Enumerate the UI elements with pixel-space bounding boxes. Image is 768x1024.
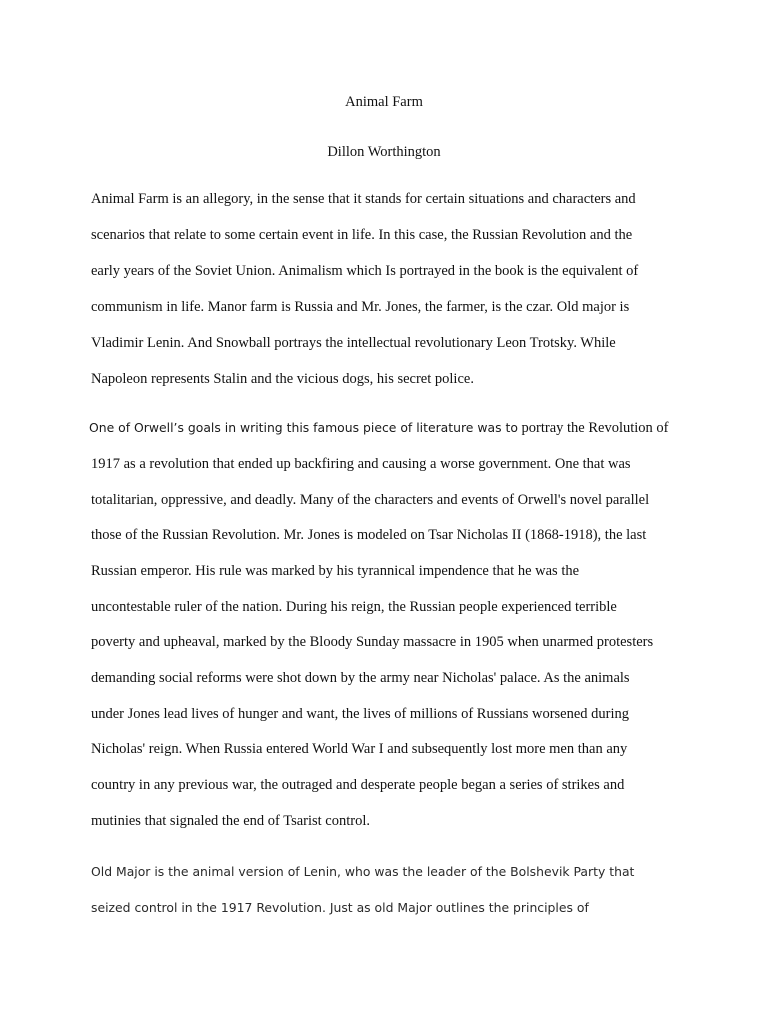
text-line: uncontestable ruler of the nation. During his reign, the Russian people experienced terrible — [91, 599, 617, 615]
text-line: communism in life. Manor farm is Russia and Mr. Jones, the farmer, is the czar. Old major is — [91, 299, 630, 315]
text-line: those of the Russian Revolution. Mr. Jones is modeled on Tsar Nicholas II (1868-1918), the last — [91, 527, 647, 543]
text-line: Napoleon represents Stalin and the vicious dogs, his secret police. — [91, 371, 474, 387]
text-line: demanding social reforms were shot down by the army near Nicholas' palace. As the animals — [91, 670, 630, 686]
text-line: totalitarian, oppressive, and deadly. Many of the characters and events of Orwell's novel parallel — [91, 492, 650, 508]
text-line-mixed-font — [89, 418, 669, 438]
text-line: Old Major is the animal version of Lenin, who was the leader of the Bolshevik Party that — [91, 864, 635, 879]
text-line: scenarios that relate to some certain event in life. In this case, the Russian Revolution and the — [91, 227, 633, 243]
text-line: early years of the Soviet Union. Animalism which Is portrayed in the book is the equivalent of — [91, 263, 639, 279]
text-line: seized control in the 1917 Revolution. Just as old Major outlines the principles of — [91, 900, 589, 915]
text-segment-serif: portray the Revolution of — [517, 420, 669, 436]
document-title: Animal Farm — [345, 94, 423, 110]
text-line: Animal Farm is an allegory, in the sense that it stands for certain situations and characters and — [91, 191, 636, 207]
text-line: mutinies that signaled the end of Tsarist control. — [91, 813, 370, 829]
text-line: under Jones lead lives of hunger and want, the lives of millions of Russians worsened during — [91, 706, 630, 722]
text-line: country in any previous war, the outraged and desperate people began a series of strikes and — [91, 777, 625, 793]
text-line: Vladimir Lenin. And Snowball portrays the intellectual revolutionary Leon Trotsky. While — [91, 335, 616, 351]
text-line: 1917 as a revolution that ended up backfiring and causing a worse government. One that was — [91, 456, 631, 472]
text-line: Russian emperor. His rule was marked by his tyrannical impendence that he was the — [91, 563, 580, 579]
text-line: Nicholas' reign. When Russia entered World War I and subsequently lost more men than any — [91, 741, 628, 757]
text-segment-sans: One of Orwell’s goals in writing this famous piece of literature was to — [89, 420, 518, 435]
document-author: Dillon Worthington — [327, 144, 441, 160]
text-line: poverty and upheaval, marked by the Bloody Sunday massacre in 1905 when unarmed protesters — [91, 634, 654, 650]
